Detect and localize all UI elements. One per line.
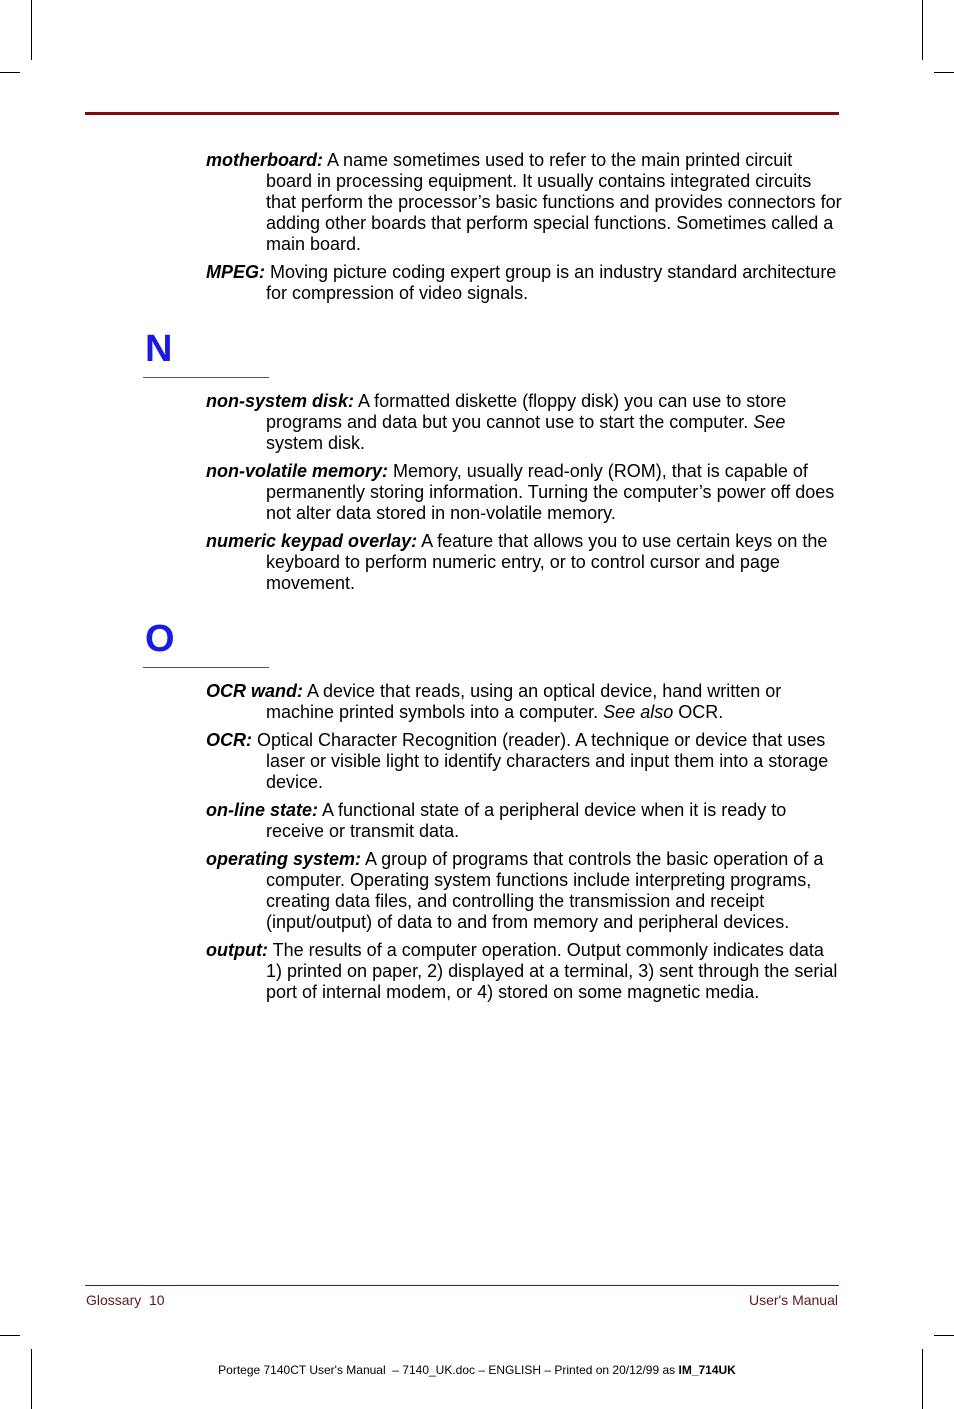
entry-definition: A group of programs that controls the basic operation of a computer. Operating system functions include interpreting programs, creating data files, and controlling the transmission and receipt (input/output) of data to and from memory and peripheral devices. [266, 849, 824, 932]
entry-definition: Memory, usually read-only (ROM), that is capable of permanently storing information. Turning the computer’s power off does not alter data stored in non-volatile memory. [266, 461, 835, 523]
see-reference: See also [603, 702, 674, 722]
glossary-entry [206, 849, 842, 933]
entry-definition: A feature that allows you to use certain keys on the keyboard to perform numeric entry, or to control cursor and page movement. [266, 531, 828, 593]
crop-mark [922, 0, 923, 60]
print-info-line [0, 1363, 954, 1377]
entry-term: non-system disk: [206, 391, 355, 411]
crop-mark [934, 1335, 954, 1336]
entry-term: output: [206, 940, 268, 960]
entry-definition-tail: system disk. [266, 433, 366, 453]
glossary-entry [206, 940, 842, 1003]
entry-definition: A device that reads, using an optical device, hand written or machine printed symbols into a computer. [266, 681, 782, 722]
entry-definition: A functional state of a peripheral device when it is ready to receive or transmit data. [266, 800, 787, 841]
header-rule [85, 112, 839, 115]
glossary-entry [206, 461, 842, 524]
glossary-content [145, 150, 842, 1010]
glossary-entry [206, 681, 842, 723]
footer-rule [85, 1285, 839, 1286]
entry-term: non-volatile memory: [206, 461, 389, 481]
entry-term: OCR: [206, 730, 252, 750]
section-rule [143, 667, 269, 668]
glossary-entry [206, 730, 842, 793]
entry-term: MPEG: [206, 262, 266, 282]
section-heading-n [143, 329, 842, 379]
entry-term: numeric keypad overlay: [206, 531, 418, 551]
entry-term: motherboard: [206, 150, 323, 170]
entry-definition: Moving picture coding expert group is an industry standard architecture for compression of video signals. [265, 262, 837, 303]
print-info-code: IM_714UK [678, 1363, 736, 1377]
see-reference: See [753, 412, 786, 432]
glossary-entry [206, 262, 842, 304]
crop-mark [0, 72, 20, 73]
glossary-entry [206, 150, 842, 255]
section-letter: O [145, 618, 175, 660]
crop-mark [0, 1335, 20, 1336]
glossary-entry [206, 800, 842, 842]
crop-mark [31, 1349, 32, 1409]
footer-manual-label: User's Manual [748, 1292, 838, 1308]
entry-term: operating system: [206, 849, 362, 869]
entry-definition: A formatted diskette (floppy disk) you can use to store programs and data but you cannot use to start the computer. [266, 391, 787, 432]
crop-mark [922, 1349, 923, 1409]
footer-page-label: Glossary 10 [86, 1292, 165, 1308]
section-rule [143, 377, 269, 378]
entry-definition: Optical Character Recognition (reader). A technique or device that uses laser or visible light to identify characters and input them into a storage device. [252, 730, 829, 792]
crop-mark [934, 72, 954, 73]
section-heading-o [143, 619, 842, 669]
section-letter: N [145, 328, 173, 370]
glossary-entry [206, 531, 842, 594]
entry-term: OCR wand: [206, 681, 303, 701]
glossary-entry [206, 391, 842, 454]
entry-definition: A name sometimes used to refer to the main printed circuit board in processing equipment. It usually contains integrated circuits that perform the processor’s basic functions and provides connectors for adding other boards that perform special functions. Sometimes called a main board. [266, 150, 842, 254]
print-info-text: Portege 7140CT User's Manual – 7140_UK.doc – ENGLISH – Printed on 20/12/99 as [218, 1363, 679, 1377]
entry-definition: The results of a computer operation. Output commonly indicates data 1) printed on paper, 2) displayed at a terminal, 3) sent through the serial port of internal modem, or 4) stored on some magnetic media. [266, 940, 838, 1002]
crop-mark [31, 0, 32, 60]
entry-term: on-line state: [206, 800, 319, 820]
entry-definition-tail: OCR. [673, 702, 724, 722]
